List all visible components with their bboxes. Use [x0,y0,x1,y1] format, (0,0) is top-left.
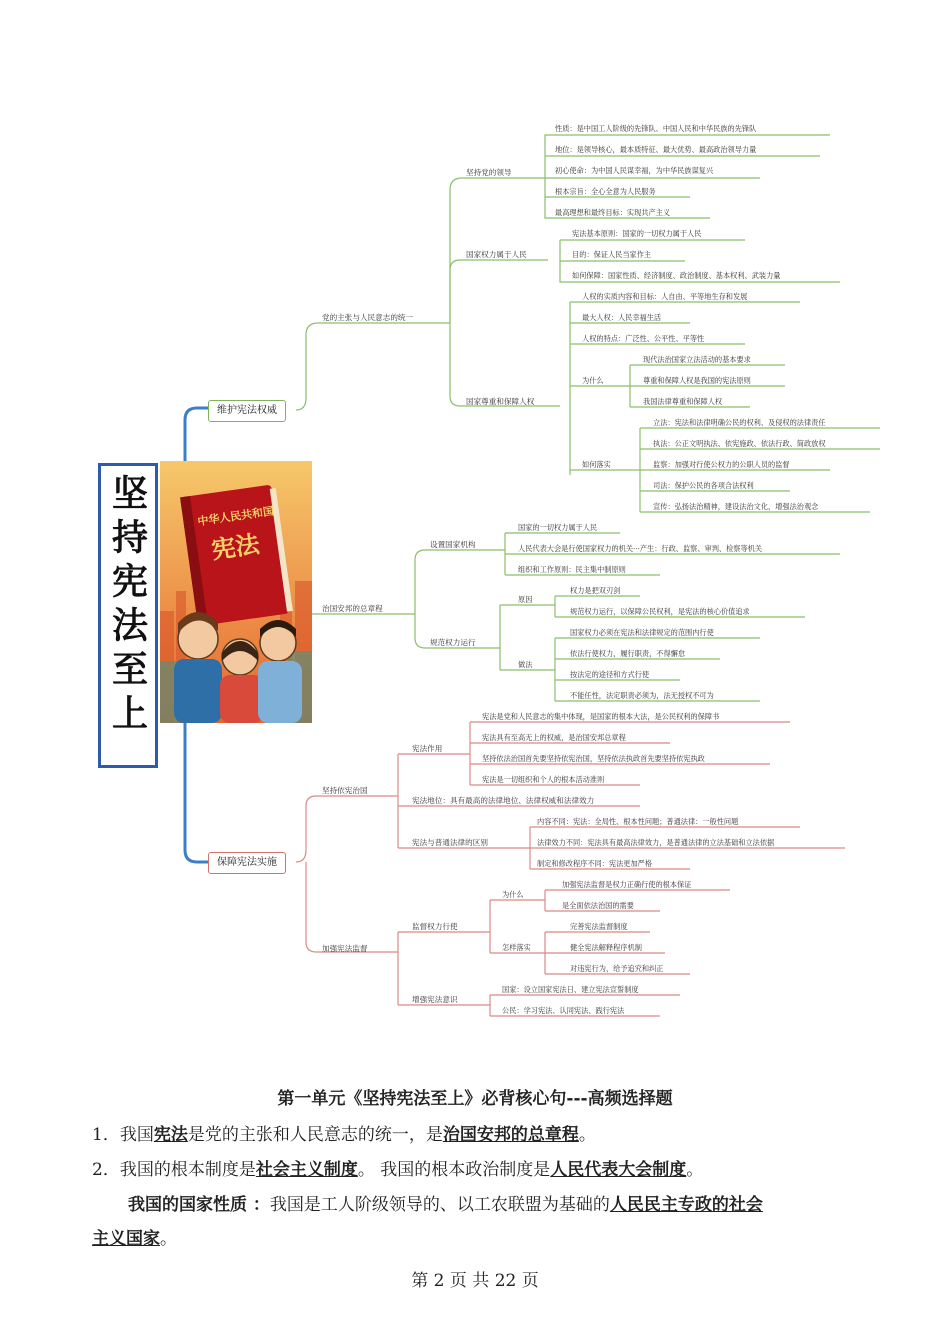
leaf-text: 依法行使权力，履行职责，不得懈怠 [570,649,686,658]
leaf-text: 规范权力运行，以保障公民权利，是宪法的核心价值追求 [570,607,750,616]
sentence-2 [92,1155,703,1180]
node-how: 怎样落实 [502,943,531,952]
leaf-text: 初心使命：为中国人民谋幸福，为中华民族谋复兴 [555,166,714,175]
leaf-text: 法律效力不同：宪法具有最高法律效力，是普通法律的立法基础和立法依据 [537,838,775,847]
leaf-text: 目的：保证人民当家作主 [572,250,652,259]
key-term: 治国安邦的总章程 [442,1125,579,1145]
leaf-text: 尊重和保障人权是我国的宪法原则 [643,376,751,385]
node-method: 做法 [518,660,533,669]
leaf-text: 不能任性，法定职责必须为，法无授权不可为 [570,691,714,700]
leaf-text: 权力是把双刃剑 [570,586,621,595]
leaf-text: 国家的一切权力属于人民 [518,523,598,532]
root-title-box [98,463,158,768]
leaf-text: 性质：是中国工人阶级的先锋队、中国人民和中华民族的先锋队 [555,124,757,133]
poster-book-subtitle: 宪法 [209,529,262,565]
leaf-text: 执法：公正文明执法、依宪施政、依法行政、简政放权 [653,439,826,448]
leaf-text: 公民：学习宪法、认同宪法、践行宪法 [502,1006,625,1015]
leaf-text: 宪法是党和人民意志的集中体现，是国家的根本大法，是公民权利的保障书 [482,712,720,721]
leaf-text: 最高理想和最终目标：实现共产主义 [555,208,671,217]
node-law-difference: 宪法与普通法律的区别 [412,838,488,847]
leaf-text: 是全面依法治国的需要 [562,901,634,910]
node-constitution-status: 宪法地位：具有最高的法律地位、法律权威和法律效力 [412,796,595,805]
leaf-text: 对违宪行为，给予追究和纠正 [570,964,664,973]
text-span: 。 我国的根本政治制度是 [357,1160,551,1180]
node-party-leadership: 坚持党的领导 [466,168,512,177]
text-span: 我国的根本制度是 [119,1160,256,1180]
sentence-1 [92,1120,596,1145]
root-title: 坚持宪法至上 [106,474,149,738]
key-term: 社会主义制度 [255,1160,358,1180]
node-party-people-unity: 党的主张与人民意志的统一 [322,313,414,322]
leaf-text: 现代法治国家立法活动的基本要求 [643,355,751,364]
item-number: 2． [92,1160,120,1180]
leaf-text: 坚持依法治国首先要坚持依宪治国，坚持依法执政首先要坚持依宪执政 [482,754,705,763]
node-supervise-power: 监督权力行使 [412,922,458,931]
node-why: 为什么 [502,890,524,899]
sentence-3-continued [92,1224,177,1249]
key-term: 人民民主专政的社会 [609,1195,763,1215]
text-span: 。 [578,1125,596,1145]
lead-term: 我国的国家性质 ： [128,1195,270,1215]
leaf-text: 组织和工作原则：民主集中制原则 [518,565,626,574]
leaf-text: 地位：是领导核心，最本质特征、最大优势、最高政治领导力量 [555,145,757,154]
leaf-text: 人民代表大会是行使国家权力的机关···产生：行政、监察、审判、检察等机关 [518,544,763,553]
node-awareness: 增强宪法意识 [412,995,458,1004]
leaf-text: 加强宪法监督是权力正确行使的根本保证 [562,880,692,889]
node-why: 为什么 [582,376,604,385]
key-term: 人民代表大会制度 [550,1160,687,1180]
node-rule-by-constitution: 坚持依宪治国 [322,786,368,795]
node-regulate-power: 规范权力运行 [430,638,476,647]
text-span: 我国是工人阶级领导的、以工农联盟为基础的 [269,1195,610,1215]
text-span: 是党的主张和人民意志的统一，是 [187,1125,443,1145]
node-state-organs: 设置国家机构 [430,540,476,549]
leaf-text: 宣传：弘扬法治精神，建设法治文化，增强法治观念 [653,502,819,511]
leaf-text: 健全宪法解释程序机制 [570,943,642,952]
constitution-poster-image [160,461,312,723]
branch-maintain-authority: 维护宪法权威 [208,400,286,422]
leaf-text: 如何保障：国家性质、经济制度、政治制度、基本权利、武装力量 [572,271,781,280]
section-title: 第一单元《坚持宪法至上》必背核心句---高频选择题 [277,1089,673,1109]
leaf-text: 宪法是一切组织和个人的根本活动准则 [482,775,605,784]
node-general-charter: 治国安邦的总章程 [322,604,383,613]
node-power-to-people: 国家权力属于人民 [466,250,527,259]
leaf-text: 人权的实质内容和目标：人自由、平等地生存和发展 [582,292,748,301]
leaf-text: 最大人权：人民幸福生活 [582,313,662,322]
node-reason: 原因 [518,595,533,604]
leaf-text: 按法定的途径和方式行使 [570,670,650,679]
leaf-text: 国家权力必须在宪法和法律规定的范围内行使 [570,628,714,637]
sentence-3 [128,1190,763,1215]
leaf-text: 宪法基本原则：国家的一切权力属于人民 [572,229,702,238]
node-how: 如何落实 [582,460,611,469]
leaf-text: 完善宪法监督制度 [570,922,628,931]
branch-ensure-implementation: 保障宪法实施 [208,852,286,874]
node-constitution-role: 宪法作用 [412,744,443,753]
key-term: 主义国家 [92,1229,160,1249]
leaf-text: 司法：保护公民的各项合法权利 [653,481,754,490]
leaf-text: 人权的特点：广泛性、公平性、平等性 [582,334,705,343]
leaf-text: 立法：宪法和法律明确公民的权利、及侵权的法律责任 [653,418,826,427]
node-strengthen-supervision: 加强宪法监督 [322,944,368,953]
page-footer: 第 2 页 共 22 页 [411,1271,539,1291]
leaf-text: 宪法具有至高无上的权威，是治国安邦总章程 [482,733,626,742]
leaf-text: 根本宗旨：全心全意为人民服务 [555,187,656,196]
leaf-text: 我国法律尊重和保障人权 [643,397,723,406]
leaf-text: 制定和修改程序不同：宪法更加严格 [537,859,653,868]
text-span: 。 [160,1229,177,1249]
leaf-text: 内容不同：宪法：全局性、根本性问题；普通法律：一般性问题 [537,817,739,826]
text-span: 。 [686,1160,704,1180]
leaf-text: 国家：设立国家宪法日、建立宪法宣誓制度 [502,985,639,994]
item-number: 1． [92,1125,120,1145]
node-human-rights: 国家尊重和保障人权 [466,397,535,406]
text-span: 我国 [119,1125,154,1145]
leaf-text: 监察：加强对行使公权力的公职人员的监督 [653,460,790,469]
poster-book-title: 中华人民共和国 [196,504,275,529]
key-term: 宪法 [153,1125,188,1145]
